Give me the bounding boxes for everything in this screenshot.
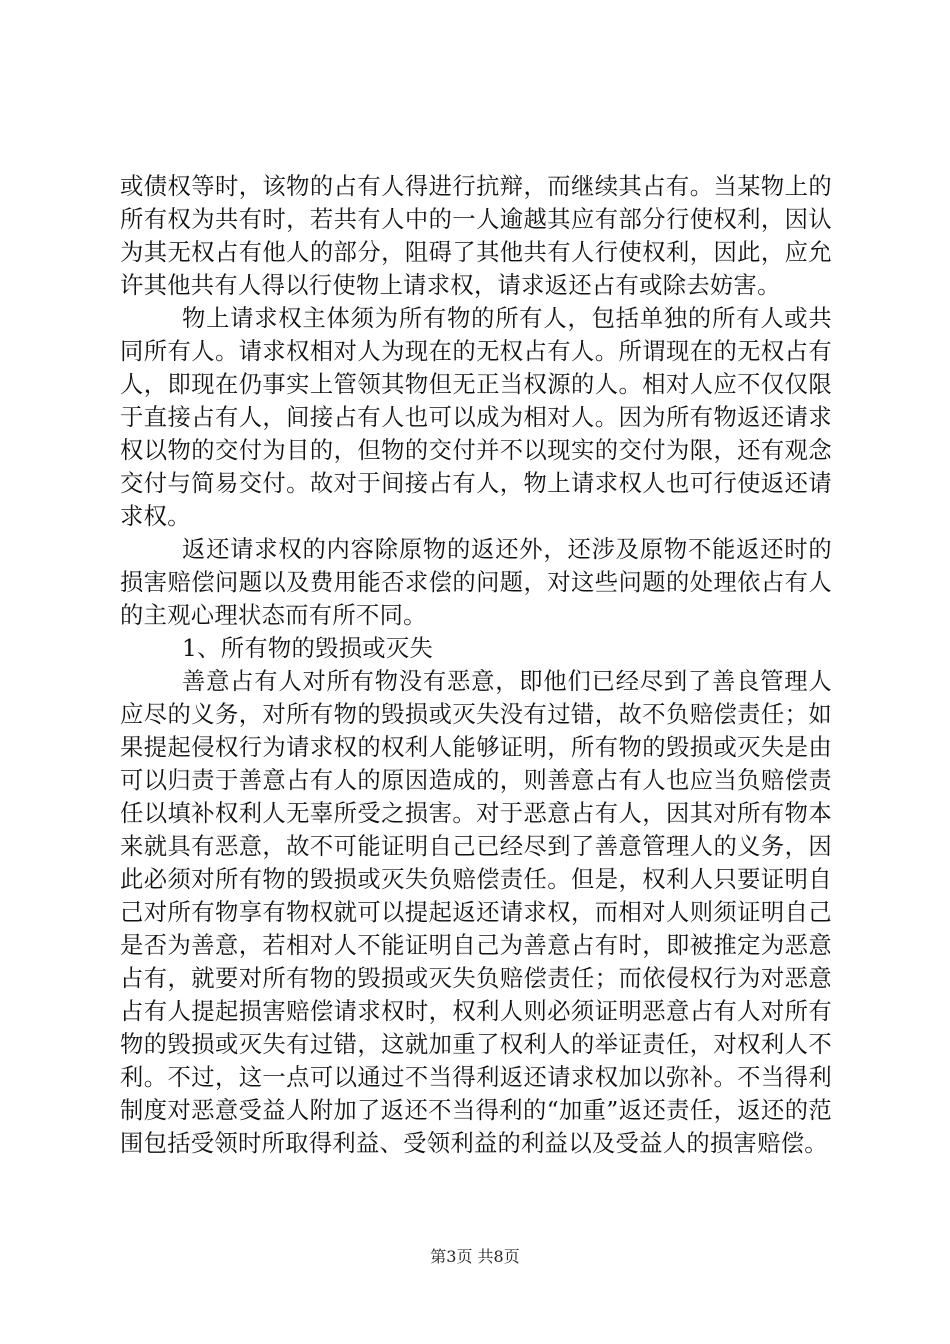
paragraph-3: 返还请求权的内容除原物的返还外，还涉及原物不能返还时的损害赔偿问题以及费用能否求偿的问题，对这些问题的处理依占有人的主观心理状态而有所不同。 (120, 536, 832, 629)
paragraph-1: 或债权等时，该物的占有人得进行抗辩，而继续其占有。当某物上的所有权为共有时，若共有人中的一人逾越其应有部分行使权利，因认为其无权占有他人的部分，阻碍了其他共有人行使权利，因此，应允许其他共有人得以行使物上请求权，请求返还占有或除去妨害。 (120, 173, 832, 299)
document-body (120, 170, 832, 1160)
page-number-footer: 第3页 共8页 (430, 1247, 520, 1266)
paragraph-2: 物上请求权主体须为所有物的所有人，包括单独的所有人或共同所有人。请求权相对人为现在的无权占有人。所谓现在的无权占有人，即现在仍事实上管领其物但无正当权源的人。相对人应不仅仅限于直接占有人，间接占有人也可以成为相对人。因为所有物返还请求权以物的交付为目的，但物的交付并不以现实的交付为限，还有观念交付与简易交付。故对于间接占有人，物上请求权人也可行使返还请求权。 (120, 305, 832, 530)
section-heading: 1、所有物的毁损或灭失 (182, 635, 434, 662)
paragraph-4: 善意占有人对所有物没有恶意，即他们已经尽到了善良管理人应尽的义务，对所有物的毁损或灭失没有过错，故不负赔偿责任；如果提起侵权行为请求权的权利人能够证明，所有物的毁损或灭失是由可以归责于善意占有人的原因造成的，则善意占有人也应当负赔偿责任以填补权利人无辜所受之损害。对于恶意占有人，因其对所有物本来就具有恶意，故不可能证明自己已经尽到了善意管理人的义务，因此必须对所有物的毁损或灭失负赔偿责任。但是，权利人只要证明自己对所有物享有物权就可以提起返还请求权，而相对人则须证明自己是否为善意，若相对人不能证明自己为善意占有时，即被推定为恶意占有，就要对所有物的毁损或灭失负赔偿责任；而依侵权行为对恶意占有人提起损害赔偿请求权时，权利人则必须证明恶意占有人对所有物的毁损或灭失有过错，这就加重了权利人的举证责任，对权利人不利。不过，这一点可以通过不当得利返还请求权加以弥补。不当得利制度对恶意受益人附加了返还不当得利的“加重”返还责任，返还的范围包括受领时所取得利益、受领利益的利益以及受益人的损害赔偿。 (120, 668, 832, 1157)
